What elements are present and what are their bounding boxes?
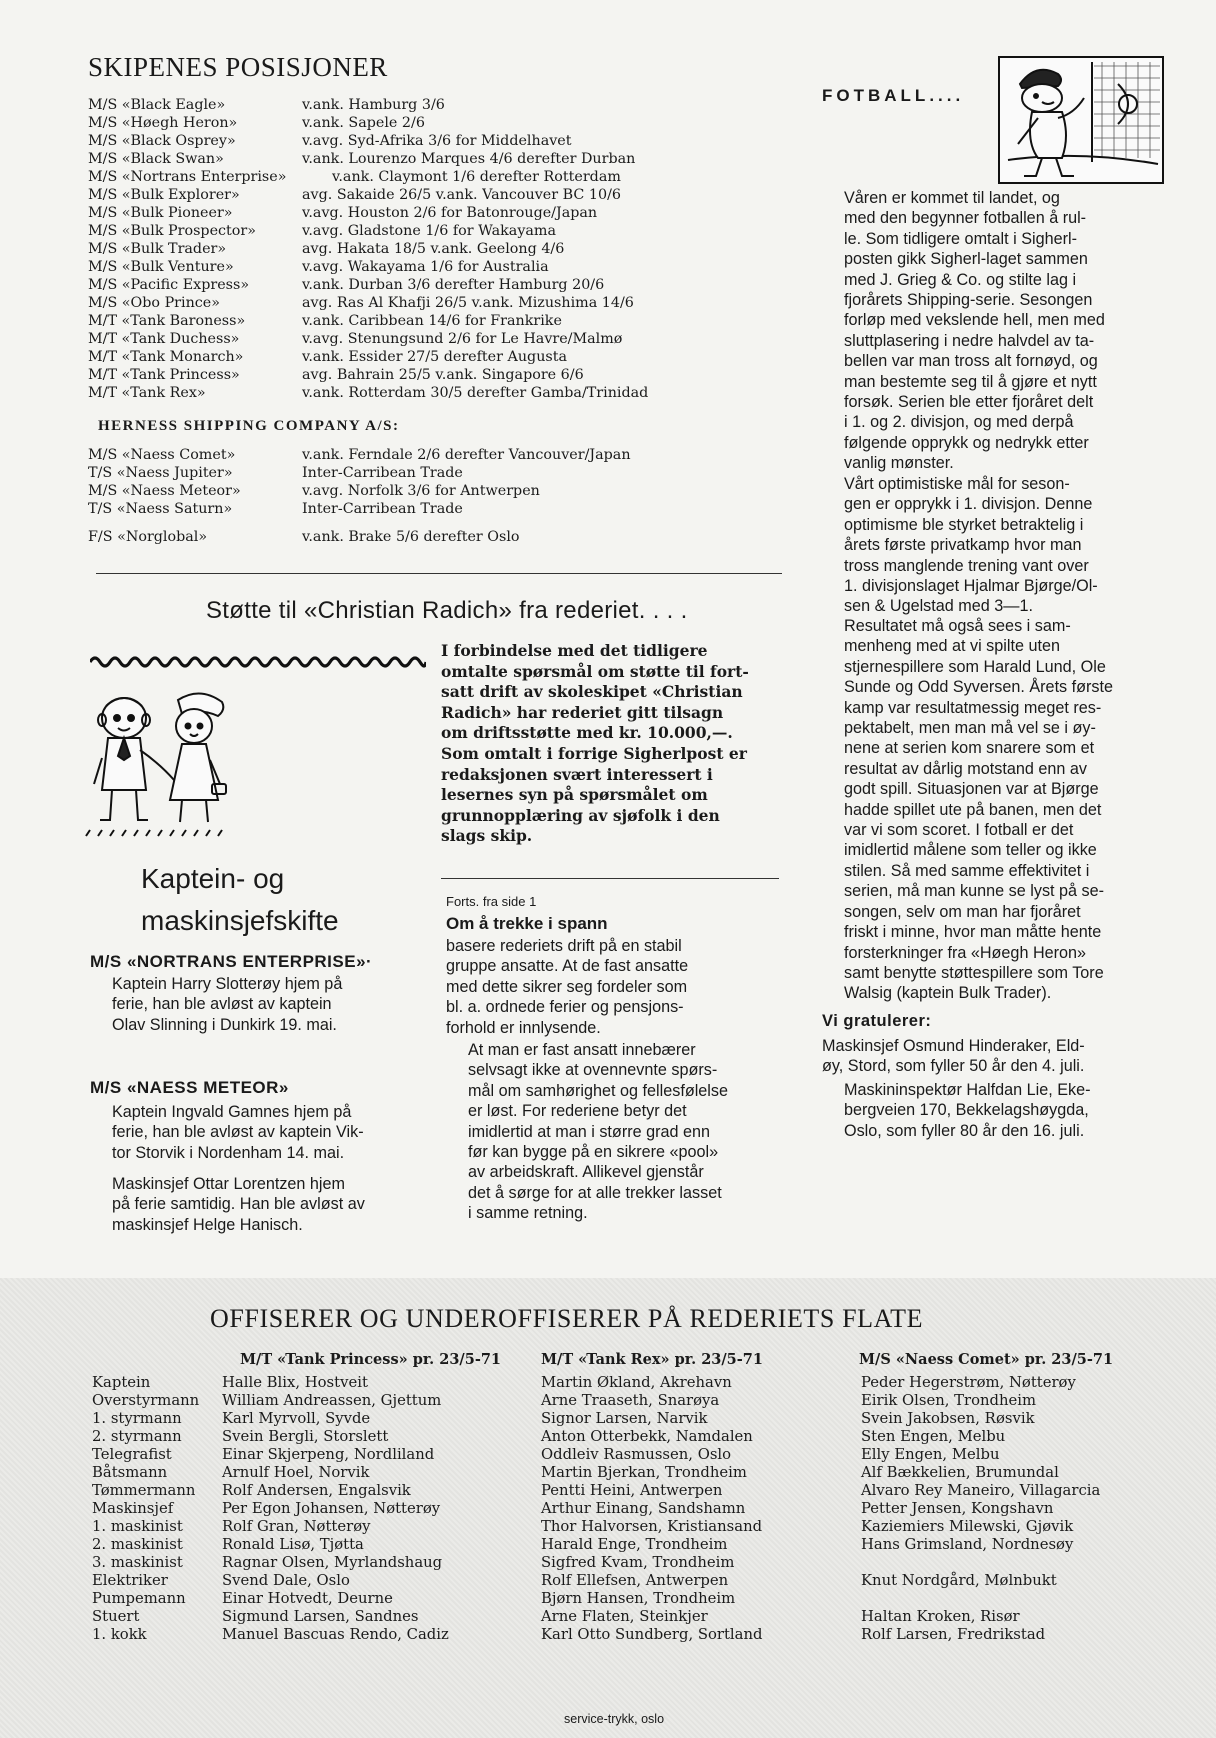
nortrans-heading: M/S «NORTRANS ENTERPRISE»· [90,952,373,971]
text-line: var vi som scoret. I fotball er det [844,821,1074,840]
text-line: kamp var resultatmessig meget res- [844,698,1102,717]
ship-status: avg. Bahrain 25/5 v.ank. Singapore 6/6 [302,367,584,383]
officer-cell: William Andreassen, Gjettum [222,1392,442,1409]
continued-label: Forts. fra side 1 [446,894,537,909]
ship-name: M/S «Black Osprey» [88,133,236,149]
ship-status: v.avg. Stenungsund 2/6 for Le Havre/Malmø [302,331,623,347]
rank-cell: Elektriker [92,1572,168,1589]
text-line: med dette sikrer seg fordeler som [446,977,688,996]
text-line: følgende opprykk og nedrykk etter [844,433,1089,452]
text-line: mål om samhørighet og fellesfølelse [468,1081,728,1100]
text-line: selvsagt ikke at ovennevnte spørs- [468,1061,718,1080]
ship-status: v.ank. Ferndale 2/6 derefter Vancouver/Japan [302,447,631,463]
printer-credit: service-trykk, oslo [564,1712,665,1726]
text-line: Maskininspektør Halfdan Lie, Eke- [844,1081,1091,1099]
officer-cell: Rolf Gran, Nøtterøy [222,1518,371,1535]
wavy-divider [90,654,426,668]
text-line: fjorårets Shipping-serie. Sesongen [844,291,1093,310]
officer-cell: Eirik Olsen, Trondheim [861,1392,1037,1409]
officer-cell: Einar Hotvedt, Deurne [222,1590,393,1607]
position-row [88,276,788,294]
footballer-illustration [998,56,1164,184]
rank-cell: 1. styrmann [92,1410,182,1427]
ship-status: v.ank. Essider 27/5 derefter Augusta [302,349,568,365]
officer-cell: Pentti Heini, Antwerpen [541,1482,723,1499]
text-line: satt drift av skoleskipet «Christian [441,682,743,702]
text-line: Olav Slinning i Dunkirk 19. mai. [112,1015,337,1034]
ship-name: T/S «Naess Saturn» [88,501,233,517]
positions-title: SKIPENES POSISJONER [88,52,388,82]
ship-name: M/S «Høegh Heron» [88,115,238,131]
naess-meteor-body [90,1102,418,1163]
text-line: imidlertid at man i større grad enn [468,1122,711,1141]
maskinsjef-body [90,1174,418,1235]
text-line: man bestemte seg til å gjøre et nytt [844,372,1097,391]
herness-heading: HERNESS SHIPPING COMPANY A/S: [98,418,400,434]
herness-list [88,446,788,518]
kaptein-title-line1: Kaptein- og [141,863,285,894]
ship-name: M/S «Naess Meteor» [88,483,241,499]
rank-column [92,1374,199,1644]
officer-cell: Rolf Andersen, Engalsvik [222,1482,411,1499]
officer-cell: Arnulf Hoel, Norvik [222,1464,370,1481]
ship-status: v.ank. Hamburg 3/6 [302,97,445,113]
ship-name: T/S «Naess Jupiter» [88,465,233,481]
text-line: ferie, han ble avløst av kaptein [112,995,332,1014]
officer-cell: Ronald Lisø, Tjøtta [222,1536,364,1553]
position-row [88,240,788,258]
officer-cell: Haltan Kroken, Risør [861,1608,1020,1625]
ship-status: v.ank. Rotterdam 30/5 derefter Gamba/Trinidad [302,385,649,401]
text-line: før kan bygge på en sikrere «pool» [468,1143,719,1162]
text-line: pektabelt, men man må vel se i øy- [844,719,1096,738]
text-line: vanlig mønster. [844,454,954,473]
rank-cell: Tømmermann [92,1482,196,1499]
text-line: gruppe ansatte. At de fast ansatte [446,957,689,976]
forts-heading: Om å trekke i spann [446,914,608,933]
text-line: slags skip. [441,826,533,846]
officer-cell: Sten Engen, Melbu [861,1428,1006,1445]
ship-status: avg. Sakaide 26/5 v.ank. Vancouver BC 10/6 [302,187,621,203]
position-row [88,384,788,402]
fotball-heading: FOTBALL.... [822,86,965,105]
position-row [88,114,788,132]
text-line: øy, Stord, som fyller 50 år den 4. juli. [822,1057,1085,1076]
text-line: basere rederiets drift på en stabil [446,937,682,955]
text-line: tross manglende trening vant over [844,556,1089,575]
stotte-title: Støtte til «Christian Radich» fra rederiet. . . . [206,597,688,624]
text-line: tor Storvik i Nordenham 14. mai. [112,1143,345,1162]
ship-name: F/S «Norglobal» [88,529,208,545]
text-line: ferie, han ble avløst av kaptein Vik- [112,1123,364,1142]
text-line: med J. Grieg & Co. og stilte lag i [844,270,1077,289]
ship-status: Inter-Carribean Trade [302,501,463,517]
kaptein-title [141,858,339,942]
text-line: på ferie samtidig. Han ble avløst av [112,1195,365,1214]
officer-cell: Rolf Larsen, Fredrikstad [861,1626,1046,1643]
officer-cell: Oddleiv Rasmussen, Oslo [541,1446,732,1463]
officer-cell: Manuel Bascuas Rendo, Cadiz [222,1626,449,1643]
ship-name: M/S «Obo Prince» [88,295,221,311]
text-line: Walsig (kaptein Bulk Trader). [844,984,1052,1003]
officer-cell: Petter Jensen, Kongshavn [861,1500,1054,1517]
kaptein-title-line2: maskinsjefskifte [141,905,339,936]
rank-cell: Telegrafist [92,1446,172,1463]
officer-cell: Hans Grimsland, Nordnesøy [861,1536,1074,1553]
naess-meteor-heading: M/S «NAESS METEOR» [90,1078,289,1097]
ship-status: v.ank. Lourenzo Marques 4/6 derefter Durban [302,151,636,167]
text-line: om driftsstøtte med kr. 10.000,—. [441,723,733,743]
text-line: godt spill. Situasjonen var at Bjørge [844,780,1099,799]
position-row [88,96,788,114]
position-row [88,312,788,330]
text-line: imidlertid målene som teller og ikke [844,841,1097,860]
text-line: i 1. og 2. divisjon, og med derpå [844,413,1074,432]
officer-cell: Martin Bjerkan, Trondheim [541,1464,747,1481]
position-row [88,366,788,384]
text-line: Kaptein Harry Slotterøy hjem på [112,975,343,993]
col-head-tank-princess: M/T «Tank Princess» pr. 23/5-71 [240,1351,502,1368]
officer-cell: Knut Nordgård, Mølnbukt [861,1572,1057,1589]
position-row [88,464,788,482]
text-line: forhold er innlysende. [446,1018,601,1037]
officer-cell: Bjørn Hansen, Trondheim [541,1590,736,1607]
position-row [88,204,788,222]
position-row [88,330,788,348]
text-line: Oslo, som fyller 80 år den 16. juli. [844,1121,1085,1140]
text-line: lesernes syn på spørsmålet om [441,785,708,805]
col-head-tank-rex: M/T «Tank Rex» pr. 23/5-71 [541,1351,763,1368]
text-line: Sunde og Odd Syversen. Årets første [844,678,1114,697]
text-line: Vårt optimistiske mål for seson- [844,475,1070,493]
rank-cell: 2. styrmann [92,1428,182,1445]
ship-name: M/T «Tank Baroness» [88,313,246,329]
ship-name: M/S «Bulk Pioneer» [88,205,233,221]
ship-name: M/S «Naess Comet» [88,447,236,463]
text-line: Kaptein Ingvald Gamnes hjem på [112,1103,352,1121]
text-line: optimisme ble styrket betraktelig i [844,515,1084,534]
text-line: årets første privatkamp hvor man [844,536,1082,555]
officer-cell: Sigfred Kvam, Trondheim [541,1554,735,1571]
forts-paragraph-1 [446,936,780,1038]
ship-name: M/T «Tank Duchess» [88,331,240,347]
ship-status: Inter-Carribean Trade [302,465,463,481]
text-line: bellen var man tross alt fornøyd, og [844,352,1098,371]
text-line: maskinsjef Helge Hanisch. [112,1215,303,1234]
position-row [88,348,788,366]
forts-paragraph-2 [446,1040,780,1224]
stotte-body [441,641,779,847]
officer-cell: Harald Enge, Trondheim [541,1536,728,1553]
gratulerer-2 [822,1080,1162,1141]
officer-cell: Peder Hegerstrøm, Nøtterøy [861,1374,1076,1391]
officer-cell: Einar Skjerpeng, Nordliland [222,1446,435,1463]
ship-status: v.avg. Syd-Afrika 3/6 for Middelhavet [302,133,572,149]
text-line: At man er fast ansatt innebærer [468,1041,696,1059]
text-line: grunnopplæring av sjøfolk i den [441,805,720,825]
text-line: redaksjonen svært interessert i [441,764,713,784]
text-line: i samme retning. [468,1204,588,1223]
rank-cell: 2. maskinist [92,1536,183,1553]
officer-cell: Elly Engen, Melbu [861,1446,1000,1463]
text-line: bergveien 170, Bekkelagshøygda, [844,1101,1089,1120]
ship-name: M/T «Tank Princess» [88,367,240,383]
text-line: friskt i minne, hvor man måtte hente [844,923,1102,942]
text-line: nene at serien kom snarere som et [844,739,1095,758]
ship-name: M/T «Tank Rex» [88,385,206,401]
text-line: hadde spillet ute på banen, men det [844,800,1102,819]
ship-name: M/T «Tank Monarch» [88,349,244,365]
officer-cell: Anton Otterbekk, Namdalen [541,1428,753,1445]
text-line: stilen. Så med samme effektivitet i [844,861,1090,880]
officer-cell [861,1590,1100,1608]
positions-list [88,96,788,402]
gratulerer-heading: Vi gratulerer: [822,1012,932,1030]
officer-cell: Svend Dale, Oslo [222,1572,350,1589]
text-line: stjernespillere som Harald Lund, Ole [844,657,1106,676]
text-line: omtalte spørsmål om støtte til fort- [441,661,749,681]
divider [441,878,779,879]
position-row [88,500,788,518]
officers-title: OFFISERER OG UNDEROFFISERER PÅ REDERIETS FLATE [210,1304,924,1333]
officer-cell: Ragnar Olsen, Myrlandshaug [222,1554,443,1571]
text-line: bl. a. ordnede ferier og pensjons- [446,998,684,1017]
ship-name: M/S «Bulk Venture» [88,259,234,275]
text-line: menheng med at vi spilte uten [844,637,1060,656]
ship-name: M/S «Black Eagle» [88,97,226,113]
position-row [88,168,788,186]
ship-name: M/S «Pacific Express» [88,277,250,293]
ship-name: M/S «Nortrans Enterprise» [88,169,287,185]
text-line: det å sørge for at alle trekker lasset [468,1183,722,1202]
rank-cell: Overstyrmann [92,1392,200,1409]
rank-cell: Båtsmann [92,1464,168,1481]
text-line: gen er opprykk i 1. divisjon. Denne [844,495,1093,514]
officer-cell: Arne Traaseth, Snarøya [541,1392,720,1409]
rank-cell: Stuert [92,1608,140,1625]
text-line: forløp med vekslende hell, men med [844,311,1105,330]
naess-comet-column [861,1374,1100,1644]
col-head-naess-comet: M/S «Naess Comet» pr. 23/5-71 [859,1351,1114,1368]
officer-cell: Karl Otto Sundberg, Sortland [541,1626,763,1643]
rank-cell: 3. maskinist [92,1554,183,1571]
position-row [88,222,788,240]
norglobal-row [88,528,788,546]
officer-cell [861,1554,1100,1572]
officer-cell: Rolf Ellefsen, Antwerpen [541,1572,729,1589]
ship-status: v.ank. Durban 3/6 derefter Hamburg 20/6 [302,277,605,293]
ship-status: v.avg. Norfolk 3/6 for Antwerpen [302,483,540,499]
ship-status: v.ank. Sapele 2/6 [302,115,425,131]
ship-status: v.avg. Wakayama 1/6 for Australia [302,259,549,275]
ship-status: avg. Hakata 18/5 v.ank. Geelong 4/6 [302,241,565,257]
officer-cell: Martin Økland, Akrehavn [541,1374,732,1391]
officer-cell: Arne Flaten, Steinkjer [541,1608,708,1625]
position-row [88,150,788,168]
ship-status: v.ank. Caribbean 14/6 for Frankrike [302,313,562,329]
officer-cell: Thor Halvorsen, Kristiansand [541,1518,763,1535]
officer-cell: Alvaro Rey Maneiro, Villagarcia [861,1482,1101,1499]
ship-status: v.ank. Brake 5/6 derefter Oslo [302,529,520,545]
ship-name: M/S «Black Swan» [88,151,224,167]
rank-cell: 1. maskinist [92,1518,183,1535]
ship-name: M/S «Bulk Trader» [88,241,227,257]
fotball-paragraph-2 [822,474,1162,617]
rank-cell: Pumpemann [92,1590,186,1607]
position-row [88,186,788,204]
text-line: sen & Ugelstad med 3—1. [844,597,1033,616]
gratulerer-1 [822,1036,1162,1077]
officer-cell: Per Egon Johansen, Nøtterøy [222,1500,441,1517]
text-line: av arbeidskraft. Allikevel gjenstår [468,1163,704,1182]
position-row [88,258,788,276]
position-row [88,482,788,500]
officer-cell: Karl Myrvoll, Syvde [222,1410,371,1427]
position-row [88,294,788,312]
text-line: Maskinsjef Osmund Hinderaker, Eld- [822,1037,1085,1055]
text-line: forsøk. Serien ble etter fjoråret delt [844,393,1094,412]
position-row [88,446,788,464]
rank-cell: Kaptein [92,1374,151,1391]
text-line: songen, selv om man har fjoråret [844,902,1081,921]
text-line: med den begynner fotballen å rul- [844,209,1087,228]
position-row [88,132,788,150]
text-line: Resultatet må også sees i sam- [844,617,1071,635]
text-line: Som omtalt i forrige Sigherlpost er [441,743,747,763]
officer-cell: Halle Blix, Hostveit [222,1374,368,1391]
ship-status: v.ank. Claymont 1/6 derefter Rotterdam [332,169,621,185]
officer-cell: Alf Bækkelien, Brumundal [861,1464,1059,1481]
ship-name: M/S «Bulk Prospector» [88,223,256,239]
fotball-paragraph-3 [822,616,1162,1004]
divider [96,573,782,574]
text-line: 1. divisjonslaget Hjalmar Bjørge/Ol- [844,577,1098,596]
rank-cell: Maskinsjef [92,1500,174,1517]
officer-cell: Signor Larsen, Narvik [541,1410,708,1427]
text-line: sluttplasering i nedre halvdel av ta- [844,331,1095,350]
officer-cell: Sigmund Larsen, Sandnes [222,1608,419,1625]
ship-status: avg. Ras Al Khafji 26/5 v.ank. Mizushima 14/6 [302,295,634,311]
text-line: resultat av dårlig motstand enn av [844,759,1087,778]
ship-status: v.avg. Gladstone 1/6 for Wakayama [302,223,557,239]
tank-rex-column [541,1374,763,1644]
officer-cell: Svein Bergli, Storslett [222,1428,389,1445]
text-line: le. Som tidligere omtalt i Sigherl- [844,229,1078,248]
text-line: serien, må man kunne se lyst på se- [844,882,1105,901]
text-line: Radich» har rederiet gitt tilsagn [441,702,724,722]
text-line: I forbindelse med det tidligere [441,641,708,660]
text-line: posten gikk Sigherl-laget sammen [844,250,1088,269]
text-line: Maskinsjef Ottar Lorentzen hjem [112,1175,346,1193]
officer-cell: Kaziemiers Milewski, Gjøvik [861,1518,1074,1535]
officer-cell: Svein Jakobsen, Røsvik [861,1410,1035,1427]
ship-name: M/S «Bulk Explorer» [88,187,240,203]
tank-princess-column [222,1374,449,1644]
couple-illustration [82,690,232,838]
ship-status: v.avg. Houston 2/6 for Batonrouge/Japan [302,205,598,221]
text-line: Våren er kommet til landet, og [844,189,1060,207]
text-line: er løst. For rederiene betyr det [468,1102,687,1121]
officer-cell: Arthur Einang, Sandshamn [541,1500,746,1517]
text-line: forsterkninger fra «Høegh Heron» [844,943,1087,962]
rank-cell: 1. kokk [92,1626,147,1643]
fotball-paragraph-1 [822,188,1162,474]
text-line: samt benytte støttespillere som Tore [844,963,1104,982]
nortrans-body [90,974,418,1035]
